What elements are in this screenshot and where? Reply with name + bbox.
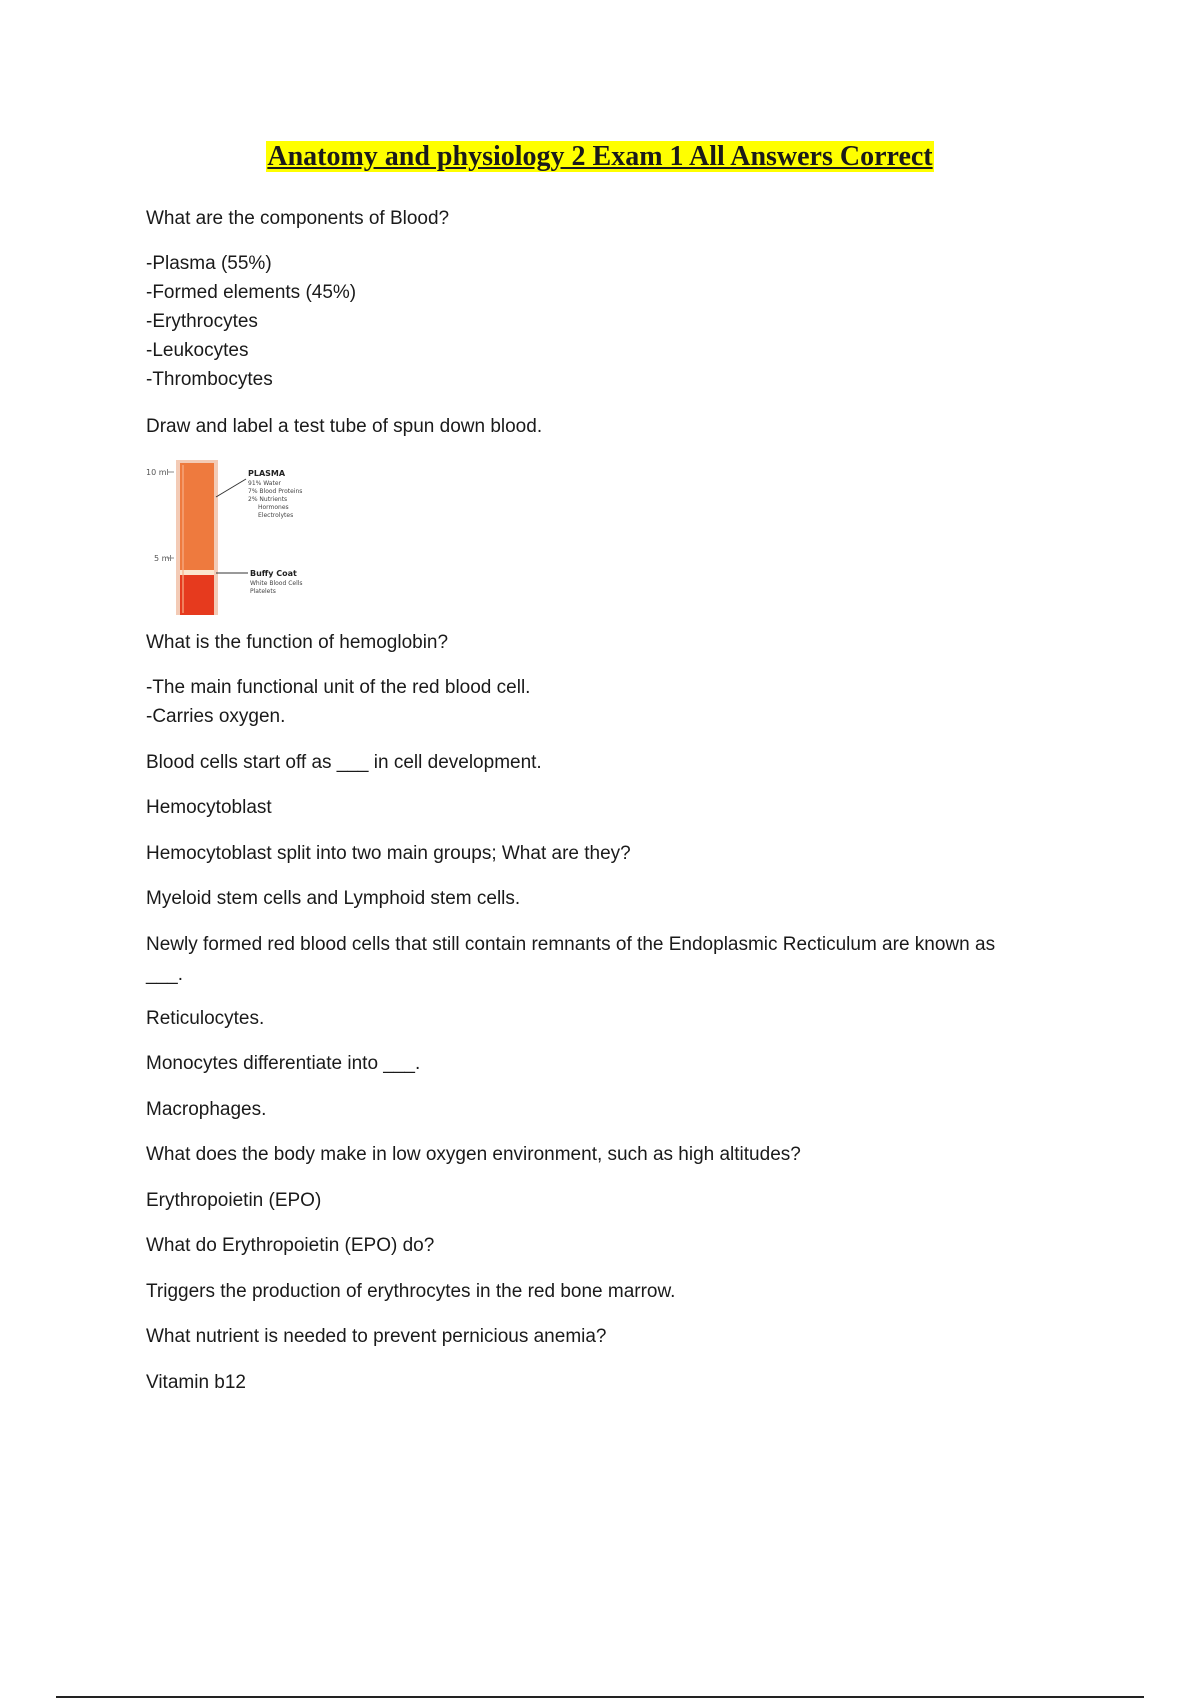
question-3: What is the function of hemoglobin? (146, 632, 449, 653)
buffy-item: White Blood Cells (250, 580, 303, 587)
question-2: Draw and label a test tube of spun down blood. (146, 416, 543, 437)
answer-6: Reticulocytes. (146, 1008, 265, 1029)
question-1: What are the components of Blood? (146, 208, 450, 229)
answer-10: Vitamin b12 (146, 1372, 246, 1393)
test-tube-diagram (140, 455, 340, 615)
answer-7: Macrophages. (146, 1099, 267, 1120)
plasma-item: 7% Blood Proteins (248, 488, 303, 495)
question-5: Hemocytoblast split into two main groups; What are they? (146, 843, 631, 864)
page-title (0, 141, 1200, 173)
scale-top-label: 10 ml (146, 468, 169, 477)
question-7: Monocytes differentiate into ___. (146, 1053, 421, 1074)
question-9: What do Erythropoietin (EPO) do? (146, 1235, 435, 1256)
answer-3-line-2: -Carries oxygen. (146, 706, 286, 727)
plasma-item: 2% Nutrients (248, 496, 288, 503)
buffy-label: Buffy Coat (250, 569, 297, 578)
title-text: Anatomy and physiology 2 Exam 1 All Answers Correct (267, 141, 933, 172)
plasma-layer (180, 463, 214, 570)
red-cell-layer (180, 575, 214, 615)
answer-4: Hemocytoblast (146, 797, 272, 818)
plasma-pointer (216, 479, 246, 497)
scale-mid-label: 5 ml (154, 554, 172, 563)
answer-1-line-1: -Plasma (55%) (146, 253, 272, 274)
footer-rule (56, 1696, 1144, 1698)
plasma-label: PLASMA (248, 469, 286, 478)
question-8: What does the body make in low oxygen environment, such as high altitudes? (146, 1144, 801, 1165)
buffy-item: Platelets (250, 588, 276, 595)
answer-3-line-1: -The main functional unit of the red blood cell. (146, 677, 531, 698)
plasma-item: 91% Water (248, 480, 281, 487)
answer-8: Erythropoietin (EPO) (146, 1190, 322, 1211)
answer-1-line-3: -Erythrocytes (146, 311, 258, 332)
question-6-continued: ___. (146, 964, 183, 985)
answer-1-line-4: -Leukocytes (146, 340, 249, 361)
answer-5: Myeloid stem cells and Lymphoid stem cells. (146, 888, 521, 909)
answer-1-line-5: -Thrombocytes (146, 369, 273, 390)
question-4: Blood cells start off as ___ in cell development. (146, 752, 542, 773)
question-10: What nutrient is needed to prevent pernicious anemia? (146, 1326, 607, 1347)
answer-9: Triggers the production of erythrocytes in the red bone marrow. (146, 1281, 676, 1302)
answer-1-line-2: -Formed elements (45%) (146, 282, 357, 303)
plasma-item: Hormones (258, 504, 289, 511)
question-6: Newly formed red blood cells that still contain remnants of the Endoplasmic Recticulum are known as (146, 934, 996, 955)
plasma-item: Electrolytes (258, 512, 294, 519)
buffy-coat-layer (180, 570, 214, 575)
